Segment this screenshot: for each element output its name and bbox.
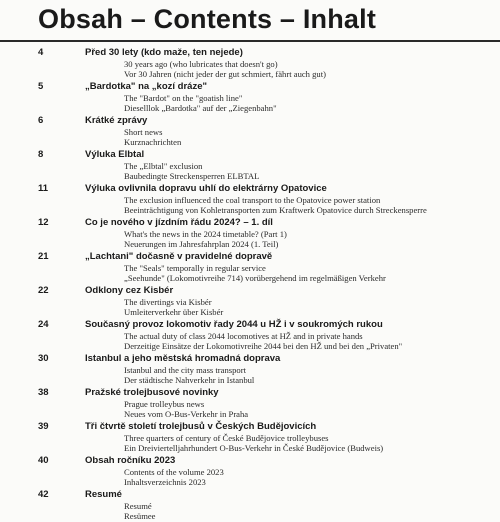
- toc-subtitle-en: Short news: [124, 127, 163, 137]
- toc-heading-cz: Před 30 lety (kdo maže, ten nejede): [85, 47, 243, 58]
- toc-entry: [0, 250, 500, 284]
- toc-subtitle-de: Vor 30 Jahren (nicht jeder der gut schmiert, fährt auch gut): [124, 69, 326, 79]
- toc-subtitle-de: Neuerungen im Jahresfahrplan 2024 (1. Teil): [124, 239, 279, 249]
- toc-entry: [0, 420, 500, 454]
- toc-subtitle-de: Kurznachrichten: [124, 137, 182, 147]
- toc-heading-cz: Co je nového v jízdním řádu 2024? – 1. díl: [85, 217, 273, 228]
- toc-subtitle-en: The "Bardot" on the "goatish line": [124, 93, 243, 103]
- toc-entry: [0, 216, 500, 250]
- page-title: Obsah – Contents – Inhalt: [38, 4, 377, 34]
- toc-subtitle-en: Istanbul and the city mass transport: [124, 365, 246, 375]
- toc-page-number: 11: [38, 183, 49, 194]
- toc-subtitle-en: Three quarters of century of České Budějovice trolleybuses: [124, 433, 329, 443]
- title-divider: [0, 40, 500, 42]
- toc-subtitle-en: The actual duty of class 2044 locomotives at HŽ and in private hands: [124, 331, 363, 341]
- toc-entry: [0, 46, 500, 80]
- toc-entry: [0, 352, 500, 386]
- toc-subtitle-en: The divertings via Kisbér: [124, 297, 212, 307]
- toc-page-number: 38: [38, 387, 49, 398]
- toc-subtitle-en: Resumé: [124, 501, 152, 511]
- toc-entry: [0, 318, 500, 352]
- toc-heading-cz: Pražské trolejbusové novinky: [85, 387, 219, 398]
- toc-subtitle-de: „Seehunde" (Lokomotivreihe 714) vorübergehend im regelmäßigen Verkehr: [124, 273, 386, 283]
- toc-heading-cz: Výluka ovlivnila dopravu uhlí do elektrárny Opatovice: [85, 183, 327, 194]
- toc-page-number: 21: [38, 251, 49, 262]
- toc-heading-cz: Istanbul a jeho městská hromadná doprava: [85, 353, 281, 364]
- toc-entry: [0, 114, 500, 148]
- toc-page-number: 22: [38, 285, 49, 296]
- toc-page-number: 30: [38, 353, 49, 364]
- toc-heading-cz: Výluka Elbtal: [85, 149, 145, 160]
- toc-entry: [0, 148, 500, 182]
- toc-subtitle-en: Contents of the volume 2023: [124, 467, 224, 477]
- toc-entry: [0, 284, 500, 318]
- toc-subtitle-de: Beeinträchtigung von Kohletransporten zum Kraftwerk Opatovice durch Streckensperre: [124, 205, 427, 215]
- toc-subtitle-en: The „Elbtal" exclusion: [124, 161, 203, 171]
- toc-page-number: 40: [38, 455, 49, 466]
- toc-entry: [0, 386, 500, 420]
- toc-heading-cz: Odklony cez Kisbér: [85, 285, 174, 296]
- toc-page-number: 12: [38, 217, 49, 228]
- toc-heading-cz: „Lachtani" dočasně v pravidelné dopravě: [85, 251, 273, 262]
- toc-page-number: 24: [38, 319, 49, 330]
- toc-heading-cz: Krátké zprávy: [85, 115, 148, 126]
- toc-subtitle-de: Derzeitige Einsätze der Lokomotivreihe 2044 bei den HŽ und bei den „Privaten": [124, 341, 403, 351]
- toc-heading-cz: Současný provoz lokomotiv řady 2044 u HŽ i v soukromých rukou: [85, 319, 383, 330]
- toc-entry: [0, 80, 500, 114]
- toc-subtitle-de: Neues vom O-Bus-Verkehr in Praha: [124, 409, 249, 419]
- toc-page-number: 42: [38, 489, 49, 500]
- toc-page-number: 39: [38, 421, 49, 432]
- toc-subtitle-de: Baubedingte Streckensperren ELBTAL: [124, 171, 260, 181]
- toc-page-number: 6: [38, 115, 44, 126]
- toc-subtitle-en: What's the news in the 2024 timetable? (Part 1): [124, 229, 287, 239]
- toc-subtitle-de: Umleiterverkehr über Kisbér: [124, 307, 224, 317]
- toc-entry: [0, 454, 500, 488]
- toc-heading-cz: Obsah ročníku 2023: [85, 455, 176, 466]
- toc-page-number: 5: [38, 81, 44, 92]
- toc-page-number: 8: [38, 149, 44, 160]
- toc-heading-cz: „Bardotka" na „kozí dráze": [85, 81, 207, 92]
- toc-subtitle-de: Dieselllok „Bardotka" auf der „Ziegenbahn": [124, 103, 277, 113]
- toc-entry: [0, 182, 500, 216]
- toc-subtitle-en: The exclusion influenced the coal transport to the Opatovice power station: [124, 195, 381, 205]
- toc-entry: [0, 488, 500, 522]
- toc-heading-cz: Resumé: [85, 489, 122, 500]
- toc-subtitle-de: Ein Dreiviertelljahrhundert O-Bus-Verkehr in České Budějovice (Budweis): [124, 443, 384, 453]
- toc-heading-cz: Tři čtvrtě století trolejbusů v Českých Budějovicích: [85, 421, 317, 432]
- toc-subtitle-en: Prague trolleybus news: [124, 399, 205, 409]
- contents-list: [0, 46, 500, 522]
- toc-subtitle-de: Resümee: [124, 511, 156, 521]
- toc-subtitle-en: 30 years ago (who lubricates that doesn't go): [124, 59, 278, 69]
- toc-subtitle-en: The "Seals" temporally in regular service: [124, 263, 266, 273]
- toc-subtitle-de: Der städtische Nahverkehr in Istanbul: [124, 375, 255, 385]
- toc-page-number: 4: [38, 47, 44, 58]
- toc-subtitle-de: Inhaltsverzeichnis 2023: [124, 477, 206, 487]
